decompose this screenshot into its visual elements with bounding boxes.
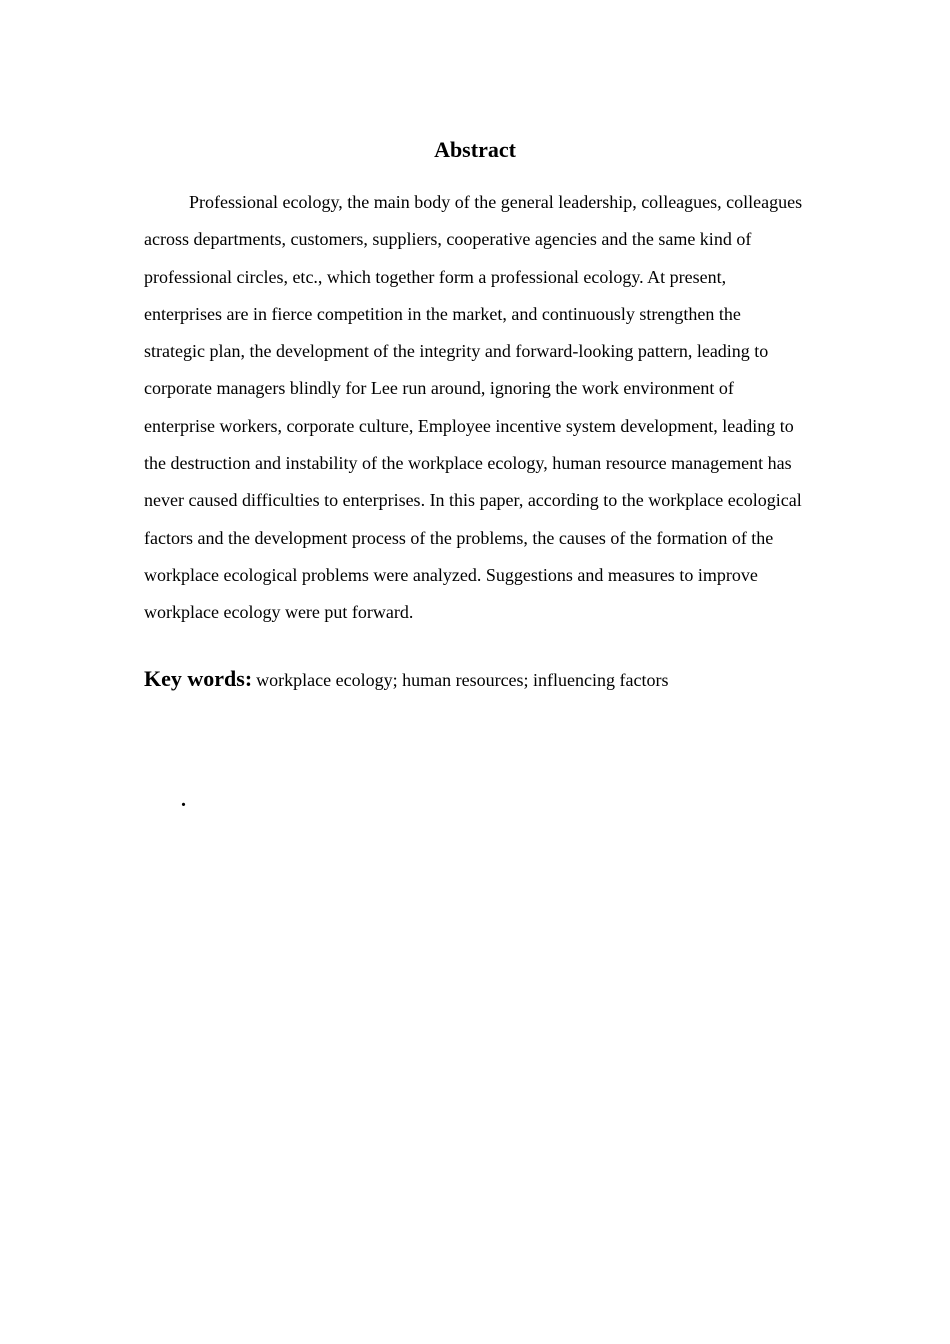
keywords-label: Key words:: [144, 666, 253, 691]
keywords-text: workplace ecology; human resources; influencing factors: [256, 670, 669, 690]
abstract-body: Professional ecology, the main body of the general leadership, colleagues, colleagues across departments, customers, suppliers, cooperative agencies and the same kind of professional circles, etc., which together form a professional ecology. At present, enterprises are in fierce competition in the market, and continuously strengthen the strategic plan, the development of the integrity and forward-looking pattern, leading to corporate managers blindly for Lee run around, ignoring the work environment of enterprise workers, corporate culture, Employee incentive system development, leading to the destruction and instability of the workplace ecology, human resource management has never caused difficulties to enterprises. In this paper, according to the workplace ecological factors and the development process of the problems, the causes of the formation of the workplace ecological problems were analyzed. Suggestions and measures to improve workplace ecology were put forward.: [144, 192, 803, 623]
stray-period-mark: .: [181, 789, 186, 811]
keywords-line: [144, 660, 806, 700]
abstract-title: Abstract: [434, 137, 516, 162]
